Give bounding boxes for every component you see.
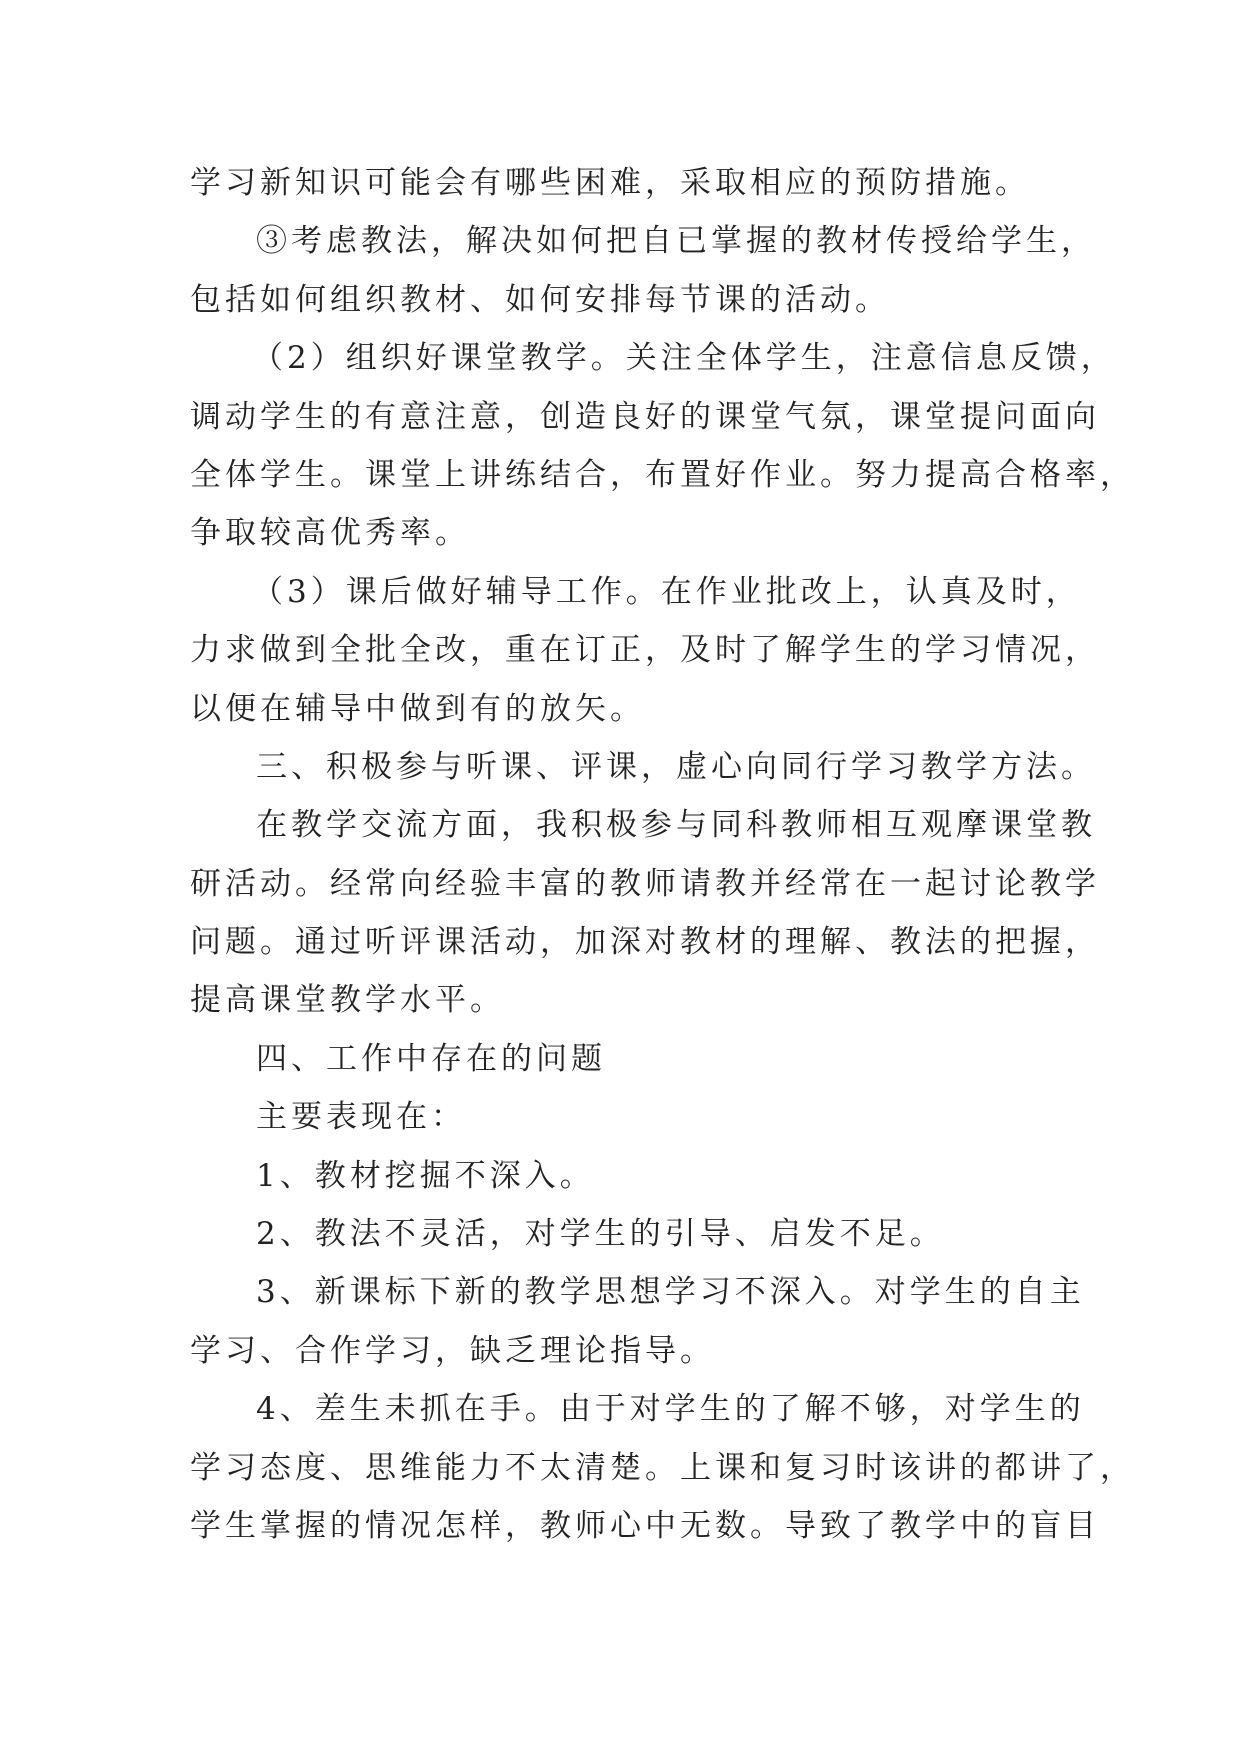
section-heading: 四、工作中存在的问题: [256, 1040, 606, 1077]
list-item: 4、差生未抓在手。由于对学生的了解不够，对学生的: [256, 1391, 1085, 1428]
text-line: 全体学生。课堂上讲练结合，布置好作业。努力提高合格率，: [190, 456, 1135, 493]
text-line: 学习态度、思维能力不太清楚。上课和复习时该讲的都讲了，: [190, 1449, 1135, 1486]
list-item: 2、教法不灵活，对学生的引导、启发不足。: [256, 1216, 945, 1253]
text-line: 包括如何组织教材、如何安排每节课的活动。: [190, 281, 890, 318]
text-line: 提高课堂教学水平。: [190, 982, 505, 1019]
document-body: [190, 154, 1135, 1555]
text-line: 学生掌握的情况怎样，教师心中无数。导致了教学中的盲目: [190, 1507, 1100, 1544]
text-line: ③考虑教法，解决如何把自已掌握的教材传授给学生，: [256, 223, 1096, 260]
text-line: 学习、合作学习，缺乏理论指导。: [190, 1332, 715, 1369]
list-item: 3、新课标下新的教学思想学习不深入。对学生的自主: [256, 1274, 1085, 1311]
text-line: 力求做到全批全改，重在订正，及时了解学生的学习情况，: [190, 632, 1100, 669]
text-line: 调动学生的有意注意，创造良好的课堂气氛，课堂提问面向: [190, 398, 1100, 435]
text-line: （3）课后做好辅导工作。在作业批改上，认真及时，: [252, 573, 1081, 610]
text-line: 争取较高优秀率。: [190, 515, 470, 552]
text-line: 主要表现在：: [256, 1099, 466, 1136]
text-line: 以便在辅导中做到有的放矢。: [190, 690, 645, 727]
text-line: 学习新知识可能会有哪些困难，采取相应的预防措施。: [190, 165, 1030, 201]
text-line: （2）组织好课堂教学。关注全体学生，注意信息反馈，: [252, 340, 1116, 377]
section-heading: 三、积极参与听课、评课，虚心向同行学习教学方法。: [256, 748, 1096, 785]
list-item: 1、教材挖掘不深入。: [256, 1157, 595, 1194]
text-line: 研活动。经常向经验丰富的教师请教并经常在一起讨论教学: [190, 865, 1100, 902]
text-line: 问题。通过听评课活动，加深对教材的理解、教法的把握，: [190, 924, 1100, 961]
text-line: 在教学交流方面，我积极参与同科教师相互观摩课堂教: [256, 807, 1096, 844]
